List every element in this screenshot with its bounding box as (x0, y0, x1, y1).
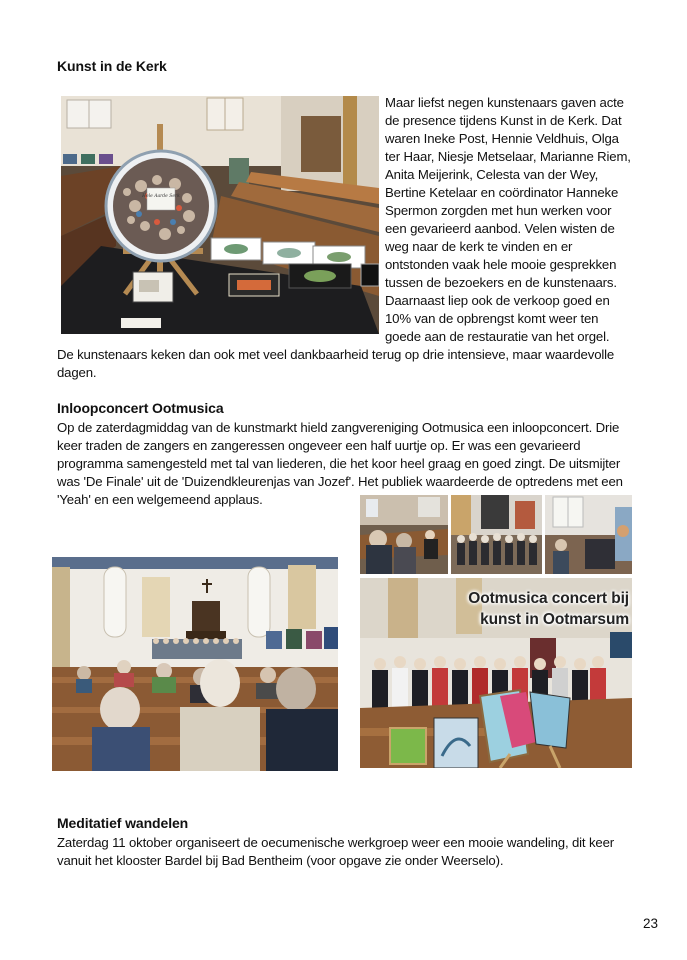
kunst-line: Maar liefst negen kunstenaars gaven acte (385, 95, 624, 110)
kunst-line: ontstonden vaak hele mooie gesprekken (385, 257, 617, 272)
wandelen-paragraph (57, 834, 687, 870)
photo-caption-line: Ootmusica concert bij (468, 590, 629, 607)
photo-church-audience (52, 557, 338, 771)
kunst-paragraph-wrapped (385, 94, 685, 346)
kunst-full-line: dagen. (57, 365, 97, 380)
section-title-wandelen: Meditatief wandelen (57, 815, 189, 831)
kunst-line: Bertine Ketelaar en coördinator Hanneke (385, 185, 619, 200)
concert-line: programma samengesteld met tal van liederen, die het koor heel graag en goed zingt. De uitsmijter (57, 456, 621, 471)
kunst-line: de presence tijdens Kunst in de Kerk. Dat (385, 113, 622, 128)
kunst-line: Spermon zorgden met hun werken voor (385, 203, 612, 218)
photo-caption-line: kunst in Ootmarsum (480, 611, 629, 628)
kunst-full-line: De kunstenaars keken dan ook met veel dankbaarheid terug op drie intensieve, maar waardevolle (57, 347, 615, 362)
kunst-line: 10% van de opbrengst komt weer ten (385, 311, 599, 326)
concert-line: was 'De Finale' uit de 'Duizendkleurenjas van Jozef'. Het publiek waardeerde de optredens met een (57, 474, 623, 489)
page-number: 23 (643, 916, 659, 931)
section-title-concert: Inloopconcert Ootmusica (57, 400, 224, 416)
kunst-line: Daarnaast liep ook de verkoop goed en (385, 293, 610, 308)
wandelen-line: vanuit het klooster Bardel bij Bad Bentheim (voor opgave zie onder Weerselo). (57, 853, 504, 868)
photo-collage-choir-2 (451, 495, 542, 574)
concert-line: 'Yeah' en een welgemeend applaus. (57, 492, 263, 507)
kunst-line: ter Haar, Niesje Metselaar, Marianne Riem, (385, 149, 631, 164)
kunst-line: een gevarieerd aanbod. Velen wisten de (385, 221, 615, 236)
kunst-line: waren Ineke Post, Hennie Veldhuis, Olga (385, 131, 619, 146)
kunst-line: goede aan de restauratie van het orgel. (385, 329, 610, 344)
kunst-paragraph-full (57, 346, 687, 382)
kunst-line: tussen de bezoekers en de kunstenaars. (385, 275, 617, 290)
photo-caption (369, 588, 629, 630)
photo-collage-choir-1 (360, 495, 448, 574)
photo-art-exhibition (61, 96, 379, 334)
photo-choir-performance (360, 578, 632, 768)
concert-line: Op de zaterdagmiddag van de kunstmarkt hield zangvereniging Ootmusica een inloopconcert. Drie (57, 420, 620, 435)
kunst-line: weg naar de kerk te vinden en er (385, 239, 573, 254)
section-title-kunst: Kunst in de Kerk (57, 58, 167, 74)
painting-label: Hele Aarde Serk (142, 194, 180, 199)
concert-line: keer traden de zangers en zangeressen ongeveer een half uurtje op. Er was een gevarieerd (57, 438, 581, 453)
photo-collage-organ (545, 495, 632, 574)
kunst-line: Anita Meijerink, Celesta van der Wey, (385, 167, 599, 182)
wandelen-line: Zaterdag 11 oktober organiseert de oecumenische werkgroep weer een mooie wandeling, dit keer (57, 835, 615, 850)
